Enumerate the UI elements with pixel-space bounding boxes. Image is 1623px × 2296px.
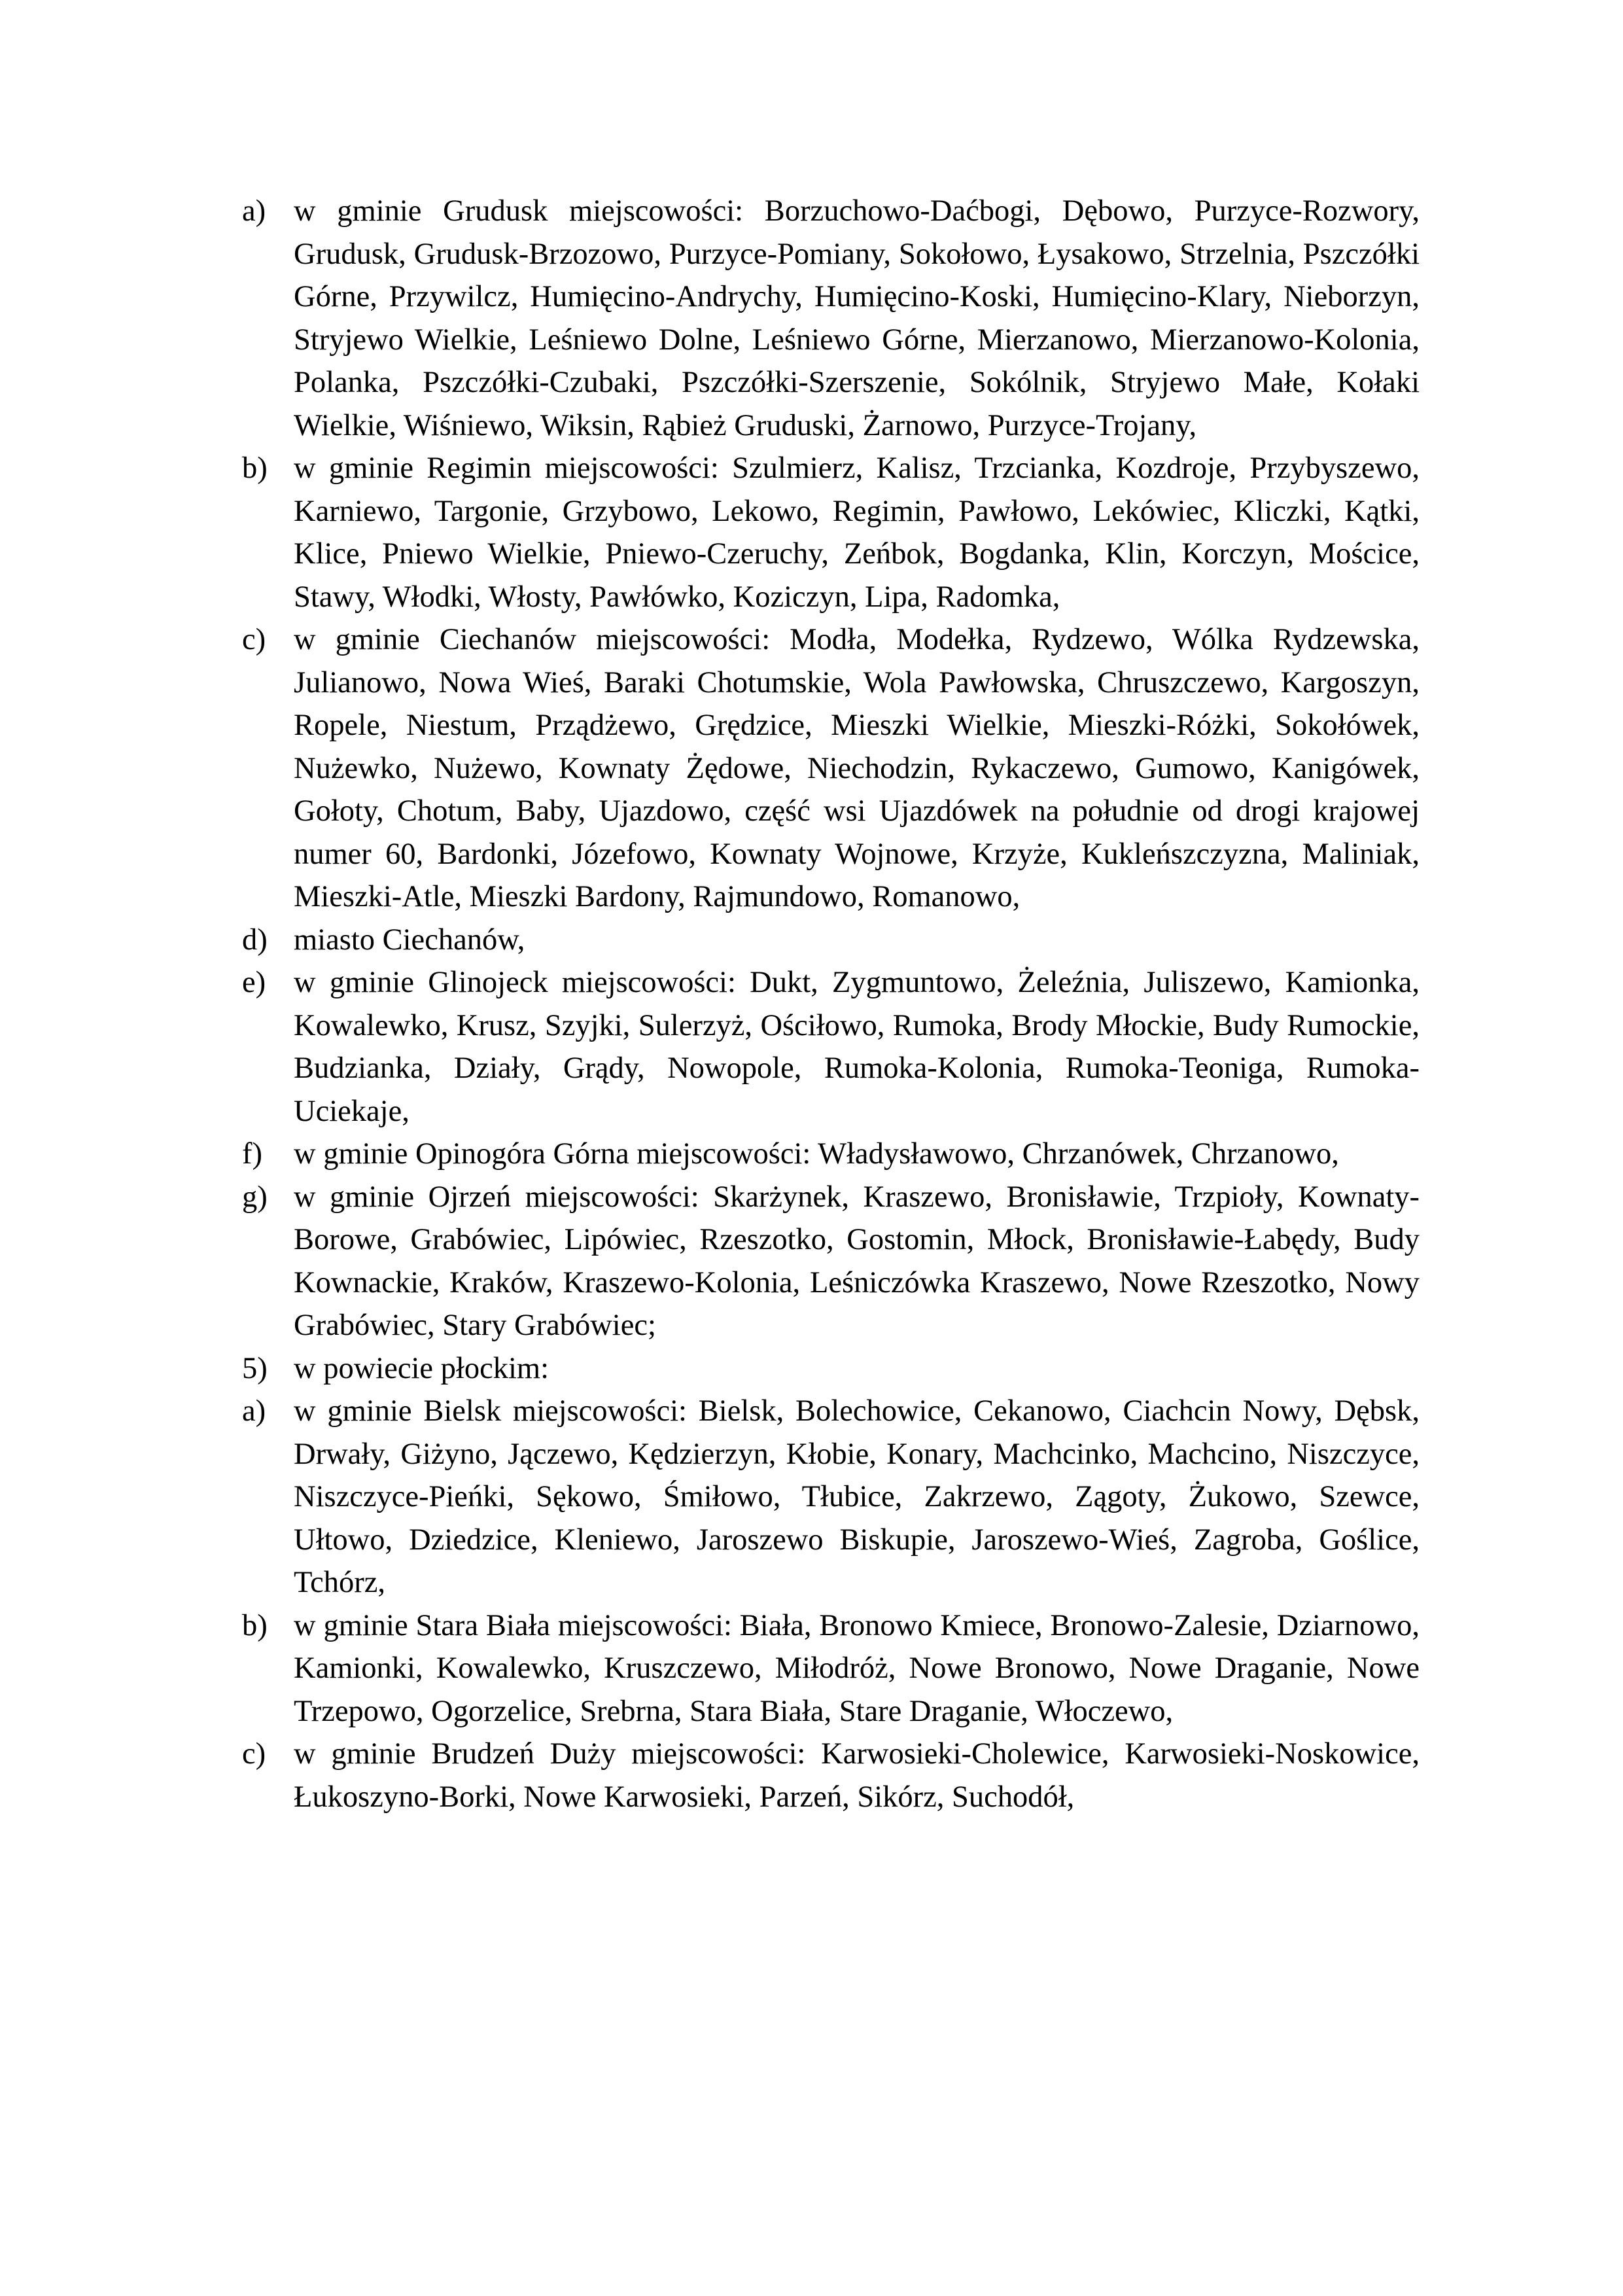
list-item bbox=[242, 1604, 1420, 1733]
list-marker: f) bbox=[242, 1137, 262, 1171]
list-marker: b) bbox=[242, 451, 268, 485]
list-item-text: w gminie Brudzeń Duży miejscowości: Karwosieki-Cholewice, Karwosieki-Noskowice, Łukoszyno-Borki, Nowe Karwosieki, Parzeń, Sikórz, Suchodół, bbox=[294, 1737, 1420, 1814]
list-item-text: miasto Ciechanów, bbox=[294, 923, 525, 957]
list-item bbox=[242, 1133, 1420, 1176]
list-marker: c) bbox=[242, 1737, 266, 1771]
list-item bbox=[242, 190, 1420, 447]
list-item bbox=[242, 618, 1420, 919]
section-item bbox=[242, 1347, 1420, 1390]
list-item-text: w gminie Opinogóra Górna miejscowości: Władysławowo, Chrzanówek, Chrzanowo, bbox=[294, 1137, 1339, 1171]
list-marker: a) bbox=[242, 1394, 266, 1428]
list-item bbox=[242, 961, 1420, 1133]
list-item-text: w gminie Ciechanów miejscowości: Modła, Modełka, Rydzewo, Wólka Rydzewska, Julianowo, Nowa Wieś, Baraki Chotumskie, Wola Pawłowska, Chruszczewo, Kargoszyn, Ropele, Niestum, Prządżewo, Grędzice, Mieszki Wielkie, Mieszki-Różki, Sokołówek, Nużewko, Nużewo, Kownaty Żędowe, Niechodzin, Rykaczewo, Gumowo, Kanigówek, Gołoty, Chotum, Baby, Ujazdowo, część wsi Ujazdówek na południe od drogi krajowej numer 60, Bardonki, Józefowo, Kownaty Wojnowe, Krzyże, Kukleńszczyzna, Maliniak, Mieszki-Atle, Mieszki Bardony, Rajmundowo, Romanowo, bbox=[294, 623, 1420, 913]
list-item bbox=[242, 1176, 1420, 1347]
list-marker: e) bbox=[242, 966, 266, 999]
list-item-text: w gminie Ojrzeń miejscowości: Skarżynek, Kraszewo, Bronisławie, Trzpioły, Kownaty-Borowe, Grabówiec, Lipówiec, Rzeszotko, Gostomin, Młock, Bronisławie-Łabędy, Budy Kownackie, Kraków, Kraszewo-Kolonia, Leśniczówka Kraszewo, Nowe Rzeszotko, Nowy Grabówiec, Stary Grabówiec; bbox=[294, 1180, 1420, 1342]
document-body bbox=[242, 190, 1420, 1818]
section-number: 5) bbox=[242, 1351, 268, 1385]
list-marker: d) bbox=[242, 923, 268, 957]
list-marker: c) bbox=[242, 623, 266, 656]
list-item bbox=[242, 447, 1420, 618]
list-marker: g) bbox=[242, 1180, 268, 1214]
list-marker: b) bbox=[242, 1608, 268, 1642]
list-item-text: w gminie Stara Biała miejscowości: Biała, Bronowo Kmiece, Bronowo-Zalesie, Dziarnowo, Kamionki, Kowalewko, Kruszczewo, Miłodróż, Nowe Bronowo, Nowe Draganie, Nowe Trzepowo, Ogorzelice, Srebrna, Stara Biała, Stare Draganie, Włoczewo, bbox=[294, 1608, 1420, 1728]
list-item-text: w gminie Glinojeck miejscowości: Dukt, Zygmuntowo, Żeleźnia, Juliszewo, Kamionka, Kowalewko, Krusz, Szyjki, Sulerzyż, Ościłowo, Rumoka, Brody Młockie, Budy Rumockie, Budzianka, Działy, Grądy, Nowopole, Rumoka-Kolonia, Rumoka-Teoniga, Rumoka-Uciekaje, bbox=[294, 966, 1420, 1128]
list-marker: a) bbox=[242, 194, 266, 228]
list-item-text: w gminie Regimin miejscowości: Szulmierz, Kalisz, Trzcianka, Kozdroje, Przybyszewo, Karniewo, Targonie, Grzybowo, Lekowo, Regimin, Pawłowo, Lekówiec, Kliczki, Kątki, Klice, Pniewo Wielkie, Pniewo-Czeruchy, Zeńbok, Bogdanka, Klin, Korczyn, Mościce, Stawy, Włodki, Włosty, Pawłówko, Koziczyn, Lipa, Radomka, bbox=[294, 451, 1420, 614]
list-item bbox=[242, 919, 1420, 962]
section-heading: w powiecie płockim: bbox=[294, 1351, 549, 1385]
list-item bbox=[242, 1390, 1420, 1604]
list-item bbox=[242, 1733, 1420, 1818]
list-item-text: w gminie Bielsk miejscowości: Bielsk, Bolechowice, Cekanowo, Ciachcin Nowy, Dębsk, Drwały, Giżyno, Jączewo, Kędzierzyn, Kłobie, Konary, Machcinko, Machcino, Niszczyce, Niszczyce-Pieńki, Sękowo, Śmiłowo, Tłubice, Zakrzewo, Zągoty, Żukowo, Szewce, Ułtowo, Dziedzice, Kleniewo, Jaroszewo Biskupie, Jaroszewo-Wieś, Zagroba, Goślice, Tchórz, bbox=[294, 1394, 1420, 1599]
list-item-text: w gminie Grudusk miejscowości: Borzuchowo-Daćbogi, Dębowo, Purzyce-Rozwory, Grudusk, Grudusk-Brzozowo, Purzyce-Pomiany, Sokołowo, Łysakowo, Strzelnia, Pszczółki Górne, Przywilcz, Humięcino-Andrychy, Humięcino-Koski, Humięcino-Klary, Nieborzyn, Stryjewo Wielkie, Leśniewo Dolne, Leśniewo Górne, Mierzanowo, Mierzanowo-Kolonia, Polanka, Pszczółki-Czubaki, Pszczółki-Szerszenie, Sokólnik, Stryjewo Małe, Kołaki Wielkie, Wiśniewo, Wiksin, Rąbież Gruduski, Żarnowo, Purzyce-Trojany, bbox=[294, 194, 1420, 442]
